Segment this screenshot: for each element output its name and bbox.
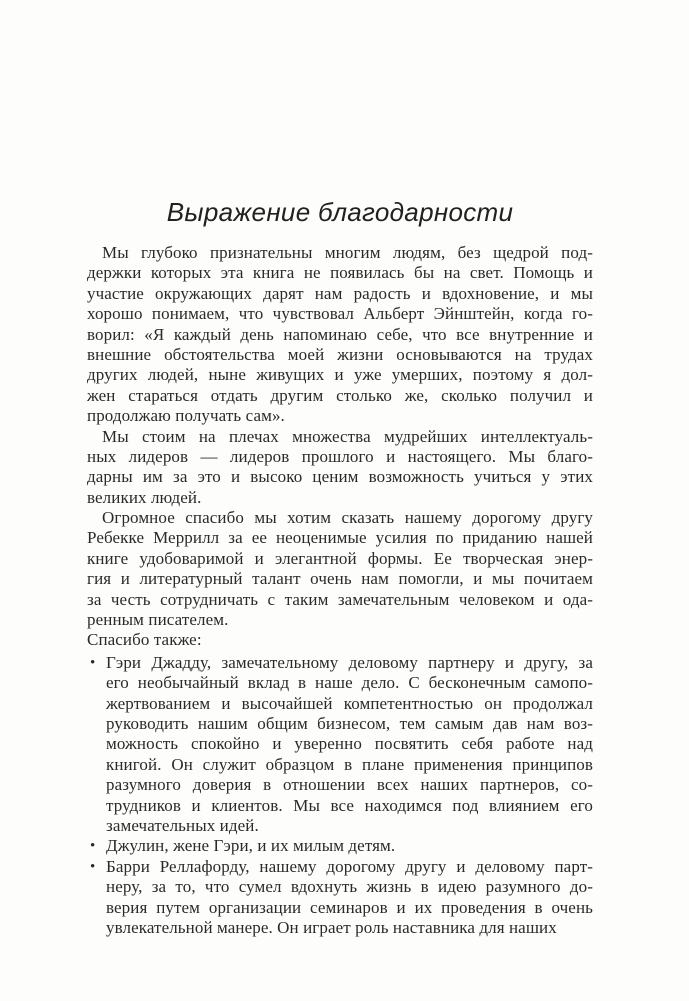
text-line: Барри Реллафорду, нашему дорогому другу и деловому парт-	[106, 856, 593, 876]
bullet-item	[87, 836, 593, 856]
text-line: ренным писателем.	[87, 610, 229, 630]
page-title: Выражение благодарности	[166, 197, 514, 227]
text-line: жертвованием и высочайшей компетентностью он продолжал	[106, 693, 593, 713]
text-line: продолжаю получать сам».	[87, 406, 285, 426]
text-line: Ребекке Меррилл за ее неоценимые усилия по приданию нашей	[87, 528, 593, 548]
text-line: Мы стоим на плечах множества мудрейших интеллектуаль-	[102, 426, 593, 446]
text-line: Спасибо также:	[87, 630, 202, 650]
text-line: жен стараться отдать другим столько же, сколько получил и	[87, 385, 593, 405]
text-line: ворил: «Я каждый день напоминаю себе, что все внутренние и	[87, 324, 593, 344]
text-line: верия путем организации семинаров и их проведения в очень	[106, 897, 593, 917]
text-column	[87, 196, 593, 938]
text-line: участие окружающих дарят нам радость и вдохновение, и мы	[87, 283, 593, 303]
text-line: гия и литературный талант очень нам помогли, и мы почитаем	[87, 569, 593, 589]
text-line: великих людей.	[87, 487, 202, 507]
text-line: за честь сотрудничать с таким замечательным человеком и ода-	[87, 589, 593, 609]
text-line: других людей, ныне живущих и уже умерших, поэтому я дол-	[87, 365, 593, 385]
text-line: Огромное спасибо мы хотим сказать нашему дорогому другу	[102, 508, 593, 528]
bullet-icon: •	[90, 858, 96, 875]
text-line: книгой. Он служит образцом в плане применения принципов	[106, 754, 593, 774]
paragraph	[87, 508, 593, 630]
text-line: разумного доверия в отношении всех наших партнеров, со-	[106, 775, 593, 795]
text-line: Гэри Джадду, замечательному деловому партнеру и другу, за	[106, 652, 593, 672]
text-line: руководить нашим общим бизнесом, тем самым дав нам воз-	[106, 713, 593, 733]
text-line: его необычайный вклад в наше дело. С бесконечным самопо-	[106, 673, 593, 693]
bullet-item	[87, 857, 593, 939]
text-line: ных лидеров — лидеров прошлого и настоящего. Мы благо-	[87, 446, 593, 466]
bullet-item	[87, 653, 593, 837]
bullet-icon: •	[90, 838, 96, 855]
text-line: трудников и клиентов. Мы все находимся под влиянием его	[106, 795, 593, 815]
text-line: Мы глубоко признательны многим людям, без щедрой под-	[102, 243, 593, 262]
text-line: Джулин, жене Гэри, и их милым детям.	[106, 836, 396, 856]
text-line: книге удобоваримой и элегантной формы. Ее творческая энер-	[87, 548, 593, 568]
text-line: можность спокойно и уверенно посвятить себя работе над	[106, 734, 593, 754]
text-line: внешние обстоятельства моей жизни основываются на трудах	[87, 344, 593, 364]
text-line: дарны им за это и высоко ценим возможность учиться у этих	[87, 467, 593, 487]
paragraph	[87, 243, 593, 427]
text-line: неру, за то, что сумел вдохнуть жизнь в идею разумного до-	[106, 877, 593, 897]
text-line: увлекательной манере. Он играет роль наставника для наших	[106, 917, 557, 937]
text-line: держки которых эта книга не появилась бы на свет. Помощь и	[87, 263, 593, 283]
bullet-icon: •	[90, 654, 96, 671]
paragraph	[87, 630, 593, 650]
paragraph	[87, 427, 593, 509]
body-text-block	[87, 243, 593, 938]
text-line: замечательных идей.	[106, 815, 259, 835]
text-line: хорошо понимаем, что чувствовал Альберт Эйнштейн, когда го-	[87, 304, 593, 324]
